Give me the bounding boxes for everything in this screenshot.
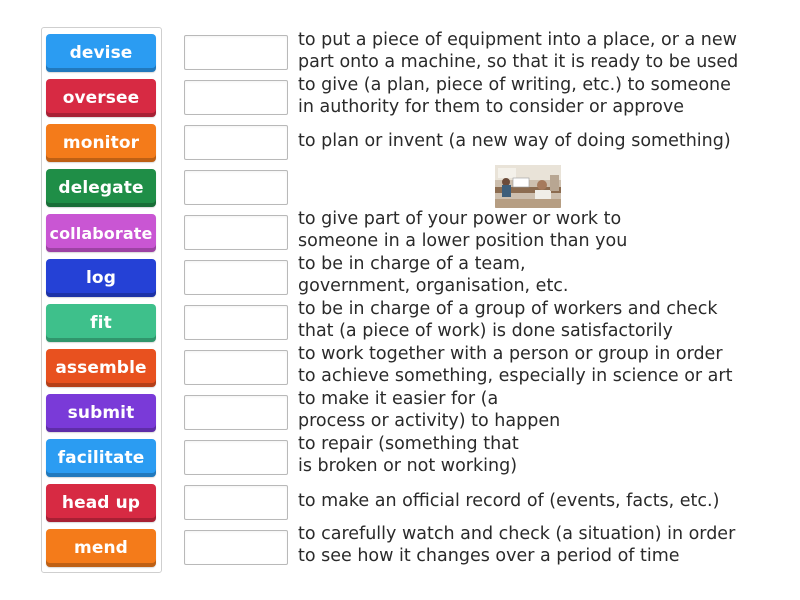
definition-2-line1: to give (a plan, piece of writing, etc.) to someone [298, 75, 731, 95]
definition-4-line1: to give part of your power or work to [298, 209, 622, 229]
answer-slot-12[interactable] [184, 530, 288, 565]
answer-slot-7[interactable] [184, 305, 288, 340]
definition-9 [298, 433, 778, 477]
definition-10 [298, 490, 778, 512]
definition-6 [298, 298, 778, 342]
definition-11 [298, 523, 778, 567]
definition-4-line2: someone in a lower position than you [298, 231, 628, 251]
word-tile-facilitate[interactable]: facilitate [46, 439, 156, 477]
definition-8-line1: to make it easier for (a [298, 389, 499, 409]
definition-7 [298, 343, 778, 387]
definition-6-line1: to be in charge of a group of workers and check [298, 299, 718, 319]
definition-8-line2: process or activity) to happen [298, 411, 561, 431]
word-tile-head-up[interactable]: head up [46, 484, 156, 522]
word-tile-monitor[interactable]: monitor [46, 124, 156, 162]
word-tile-devise[interactable]: devise [46, 34, 156, 72]
answer-slot-10[interactable] [184, 440, 288, 475]
word-tile-submit[interactable]: submit [46, 394, 156, 432]
definition-6-line2: that (a piece of work) is done satisfactorily [298, 321, 673, 341]
word-bank [41, 27, 162, 573]
definition-5 [298, 253, 778, 297]
answer-slot-11[interactable] [184, 485, 288, 520]
answer-slot-5[interactable] [184, 215, 288, 250]
definition-1 [298, 29, 778, 73]
answer-slot-6[interactable] [184, 260, 288, 295]
answer-slot-2[interactable] [184, 80, 288, 115]
definition-1-line2: part onto a machine, so that it is ready to be used [298, 52, 739, 72]
office-photo-image [495, 165, 561, 208]
definition-2-line2: in authority for them to consider or approve [298, 97, 684, 117]
word-tile-mend[interactable]: mend [46, 529, 156, 567]
word-tile-assemble[interactable]: assemble [46, 349, 156, 387]
answer-slot-8[interactable] [184, 350, 288, 385]
answer-slot-1[interactable] [184, 35, 288, 70]
definition-1-line1: to put a piece of equipment into a place, or a new [298, 30, 737, 50]
definition-4 [298, 208, 778, 252]
definition-7-line1: to work together with a person or group in order [298, 344, 723, 364]
definition-5-line1: to be in charge of a team, [298, 254, 526, 274]
office-photo [495, 165, 561, 208]
definition-3 [298, 130, 778, 152]
definition-3-line1: to plan or invent (a new way of doing something) [298, 131, 731, 151]
definition-2 [298, 74, 778, 118]
definition-11-line2: to see how it changes over a period of time [298, 546, 680, 566]
definition-11-line1: to carefully watch and check (a situation) in order [298, 524, 736, 544]
answer-slot-4[interactable] [184, 170, 288, 205]
answer-slot-9[interactable] [184, 395, 288, 430]
definition-8 [298, 388, 778, 432]
definition-9-line1: to repair (something that [298, 434, 519, 454]
word-tile-oversee[interactable]: oversee [46, 79, 156, 117]
definition-5-line2: government, organisation, etc. [298, 276, 569, 296]
definition-10-line1: to make an official record of (events, facts, etc.) [298, 491, 720, 511]
word-tile-delegate[interactable]: delegate [46, 169, 156, 207]
definition-7-line2: to achieve something, especially in science or art [298, 366, 733, 386]
word-tile-fit[interactable]: fit [46, 304, 156, 342]
word-tile-log[interactable]: log [46, 259, 156, 297]
definition-9-line2: is broken or not working) [298, 456, 518, 476]
answer-slot-3[interactable] [184, 125, 288, 160]
word-tile-collaborate[interactable]: collaborate [46, 214, 156, 252]
